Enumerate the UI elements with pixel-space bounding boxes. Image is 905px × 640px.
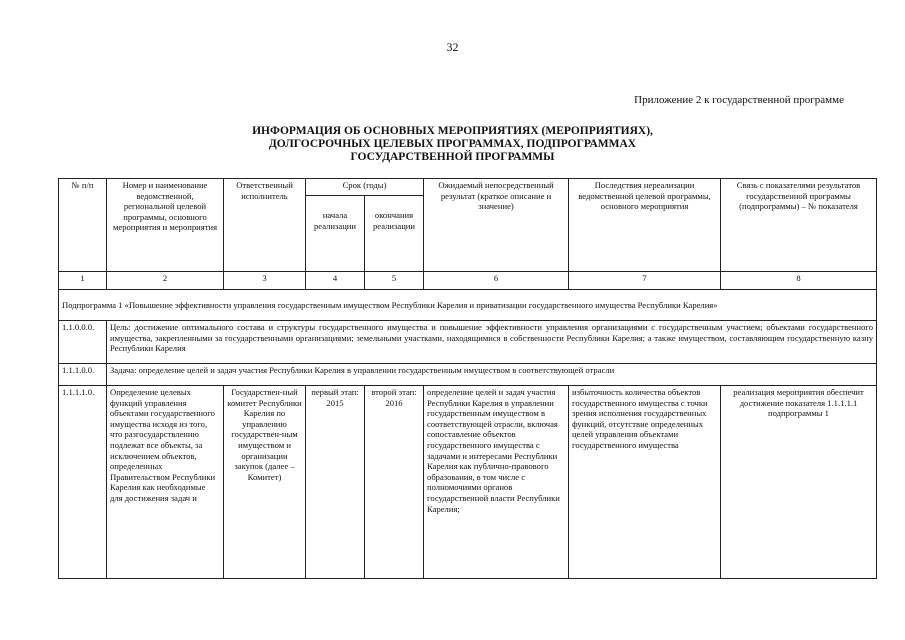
row-result: определение целей и задач участия Республики Карелия в управлении государственным имуществом в соответствующей отрасли, включая сопоставление объектов государственного имущества с задачами и интересами Республики Карелия как публично-правового образования, в том числе с полномочиями органов государственной власти Республики Карелия; — [424, 386, 569, 579]
header-consequences: Последствия нереализации ведомственной целевой программы, основного мероприятия — [569, 179, 721, 272]
header-num: № п/п — [59, 179, 107, 272]
goal-code: 1.1.0.0.0. — [59, 321, 107, 364]
row-consequences: избыточность количества объектов государственного имущества с точки зрения исполнения государственных функций, отсутствие определенных целей управления объектами государственного имущества — [569, 386, 721, 579]
activities-table — [58, 178, 877, 579]
column-number: 2 — [107, 272, 224, 290]
row-code: 1.1.1.1.0. — [59, 386, 107, 579]
appendix-caption: Приложение 2 к государственной программе — [634, 94, 844, 106]
header-link: Связь с показателями результатов государственной программы (подпрограммы) – № показателя — [721, 179, 877, 272]
header-name: Номер и наименование ведомственной, региональной целевой программы, основного мероприятия и мероприятия — [107, 179, 224, 272]
row-end: второй этап: 2016 — [365, 386, 424, 579]
subprogram-title: Подпрограмма 1 «Повышение эффективности управления государственным имуществом Республики Карелия и приватизации государственного имущества Республики Карелия» — [59, 290, 877, 321]
page-number: 32 — [446, 40, 459, 54]
title-line-1: ИНФОРМАЦИЯ ОБ ОСНОВНЫХ МЕРОПРИЯТИЯХ (МЕРОПРИЯТИЯХ), — [252, 125, 653, 137]
document-title — [0, 125, 905, 164]
column-number: 6 — [424, 272, 569, 290]
table-row — [59, 386, 877, 579]
goal-text: Цель: достижение оптимального состава и структуры государственного имущества и повышение эффективности управления организациями с государственным участием; объектами государственного имущества, закрепленными за государственными организациями; земельными участками, находящимися в собственности Республики Карелия; а также имуществом, составляющим государственную казну Республики Карелия — [107, 321, 877, 364]
column-number: 8 — [721, 272, 877, 290]
goal-row — [59, 321, 877, 364]
subprogram-row — [59, 290, 877, 321]
column-number: 3 — [224, 272, 306, 290]
row-name: Определение целевых функций управления объектами государственного имущества исходя из того, что разгосударствлению подлежат все объекты, за исключением объектов, определенных Правительством Республики Карелия как необходимые для достижения задач и — [107, 386, 224, 579]
header-executor: Ответственный исполнитель — [224, 179, 306, 272]
column-number: 1 — [59, 272, 107, 290]
header-end: окончания реализации — [365, 196, 424, 272]
column-number: 7 — [569, 272, 721, 290]
column-number: 4 — [306, 272, 365, 290]
header-start: начала реализации — [306, 196, 365, 272]
row-start: первый этап: 2015 — [306, 386, 365, 579]
column-number: 5 — [365, 272, 424, 290]
title-line-2: ДОЛГОСРОЧНЫХ ЦЕЛЕВЫХ ПРОГРАММАХ, ПОДПРОГРАММАХ — [268, 138, 637, 150]
task-code: 1.1.1.0.0. — [59, 364, 107, 386]
row-link: реализация мероприятия обеспечит достижение показателя 1.1.1.1.1 подпрограммы 1 — [721, 386, 877, 579]
header-result: Ожидаемый непосредственный результат (краткое описание и значение) — [424, 179, 569, 272]
column-numbers-row — [59, 272, 877, 290]
task-text: Задача: определение целей и задач участия Республики Карелия в управлении государственным имуществом в соответствующей отрасли — [107, 364, 877, 386]
row-executor: Государствен-ный комитет Республики Карелия по управлению государствен-ным имуществом и организации закупок (далее – Комитет) — [224, 386, 306, 579]
task-row — [59, 364, 877, 386]
title-line-3: ГОСУДАРСТВЕННОЙ ПРОГРАММЫ — [350, 151, 555, 163]
header-term: Срок (годы) — [306, 179, 424, 196]
